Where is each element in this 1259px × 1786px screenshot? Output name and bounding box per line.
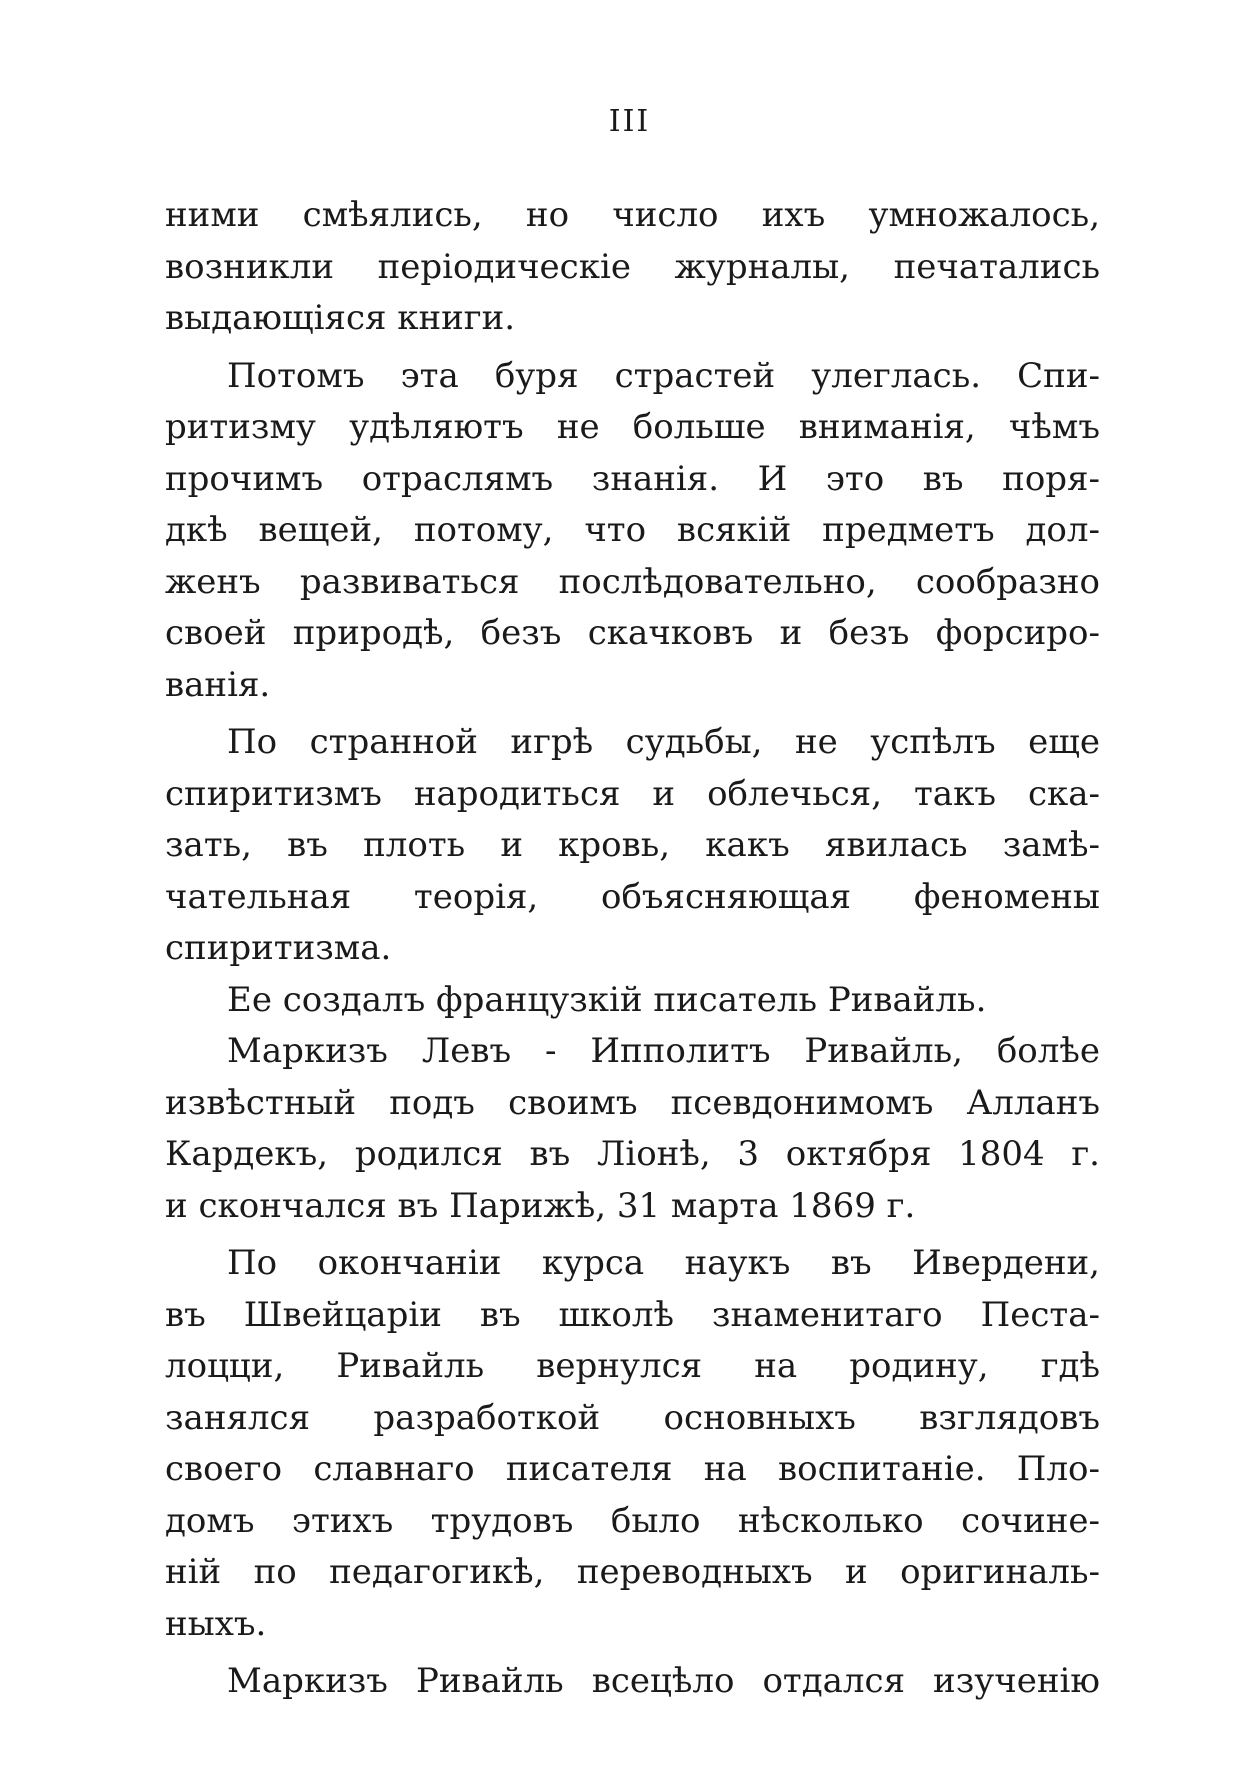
paragraph-first-line: Маркизъ Левъ - Ипполитъ Ривайль, болѣе [227, 1031, 1100, 1071]
text-line: ритизму удѣляютъ не больше вниманія, чѣмъ [165, 407, 1100, 447]
text-line: извѣстный подъ своимъ псевдонимомъ Алланъ [165, 1082, 1100, 1123]
text-line: Кардекъ, родился въ Ліонѣ, 3 октября 1804 г. [165, 1134, 1100, 1174]
text-line: ванія. [165, 664, 271, 705]
paragraph-first-line: Потомъ эта буря страстей улеглась. Спи- [227, 355, 1100, 396]
text-line: своего славнаго писателя на воспитаніе. Пло- [165, 1449, 1100, 1489]
paragraph-first-line: Маркизъ Ривайль всецѣло отдался изученію [227, 1661, 1100, 1701]
body-text [165, 190, 1100, 1708]
text-line: ній по педагогикѣ, переводныхъ и оригиналь- [165, 1552, 1100, 1592]
text-line: спиритизма. [165, 928, 392, 968]
text-line: ними смѣялись, но число ихъ умножалось, [165, 195, 1100, 235]
text-line: спиритизмъ народиться и облечься, такъ ска- [165, 773, 1100, 814]
text-line: дкѣ вещей, потому, что всякій предметъ дол- [165, 510, 1100, 550]
text-line: занялся разработкой основныхъ взглядовъ [165, 1397, 1100, 1438]
text-line: своей природѣ, безъ скачковъ и безъ форсиро- [165, 613, 1100, 653]
text-line: прочимъ отраслямъ знанія. И это въ поря- [165, 458, 1100, 499]
text-line: зать, въ плоть и кровь, какъ явилась замѣ- [165, 825, 1100, 865]
paragraph-first-line: По окончаніи курса наукъ въ Ивердени, [227, 1243, 1100, 1283]
text-line: чательная теорія, объясняющая феномены [165, 876, 1100, 917]
text-line: возникли періодическіе журналы, печатались [165, 246, 1100, 287]
text-line: домъ этихъ трудовъ было нѣсколько сочине- [165, 1500, 1100, 1541]
text-line: въ Швейцаріи въ школѣ знаменитаго Песта- [165, 1294, 1100, 1335]
text-line: ныхъ. [165, 1603, 267, 1644]
paragraph-first-line: По странной игрѣ судьбы, не успѣлъ еще [227, 722, 1100, 762]
text-line: и скончался въ Парижѣ, 31 марта 1869 г. [165, 1185, 916, 1226]
text-line: женъ развиваться послѣдовательно, сообразно [165, 561, 1100, 602]
text-line: лоцци, Ривайль вернулся на родину, гдѣ [165, 1346, 1100, 1386]
paragraph-first-line: Ее создалъ французкій писатель Ривайль. [227, 979, 987, 1020]
page-number: III [608, 104, 651, 139]
text-line: выдающіяся книги. [165, 298, 516, 338]
